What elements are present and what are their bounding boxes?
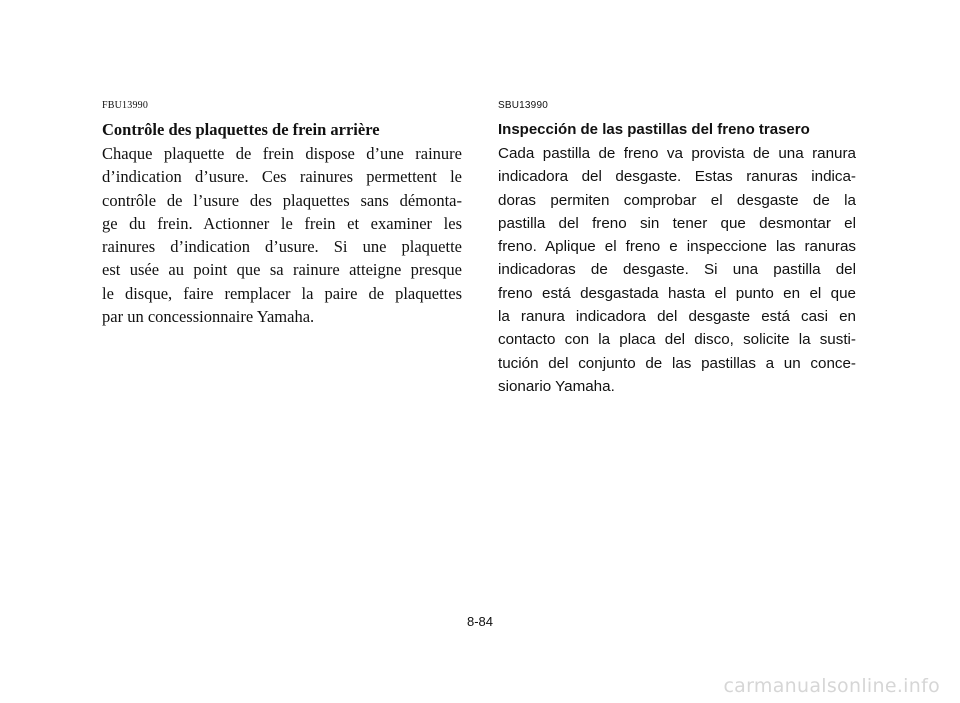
spanish-column bbox=[498, 100, 856, 398]
body-line: freno está desgastada hasta el punto en el que bbox=[498, 284, 856, 302]
body-line: pastilla del freno sin tener que desmontar el bbox=[498, 214, 856, 232]
body-line: par un concessionnaire Yamaha. bbox=[102, 307, 315, 327]
section-code: SBU13990 bbox=[498, 100, 548, 111]
section-title: Contrôle des plaquettes de frein arrière bbox=[102, 120, 380, 139]
body-line: la ranura indicadora del desgaste está casi en bbox=[498, 308, 856, 326]
body-line: indicadoras de desgaste. Si una pastilla del bbox=[498, 261, 856, 279]
body-line: ge du frein. Actionner le frein et examiner les bbox=[102, 213, 462, 233]
body-line: contrôle de l’usure des plaquettes sans démonta- bbox=[102, 190, 462, 210]
body-line: indicadora del desgaste. Estas ranuras indica- bbox=[498, 168, 856, 186]
body-line: tución del conjunto de las pastillas a un conce- bbox=[498, 354, 856, 372]
body-line: d’indication d’usure. Ces rainures permettent le bbox=[102, 167, 462, 187]
section-body bbox=[102, 142, 462, 328]
body-line: Chaque plaquette de frein dispose d’une rainure bbox=[102, 144, 462, 163]
section-title: Inspección de las pastillas del freno trasero bbox=[498, 121, 810, 138]
french-column bbox=[102, 100, 462, 328]
body-line: rainures d’indication d’usure. Si une plaquette bbox=[102, 237, 462, 257]
body-line: contacto con la placa del disco, solicite la susti- bbox=[498, 331, 856, 349]
section-code: FBU13990 bbox=[102, 100, 149, 111]
body-line: Cada pastilla de freno va provista de una ranura bbox=[498, 145, 856, 162]
body-line: est usée au point que sa rainure atteigne presque bbox=[102, 260, 462, 280]
body-line: doras permiten comprobar el desgaste de la bbox=[498, 191, 856, 209]
body-line: le disque, faire remplacer la paire de plaquettes bbox=[102, 283, 462, 303]
section-body bbox=[498, 142, 856, 398]
page-number: 8-84 bbox=[466, 614, 494, 629]
body-line: sionario Yamaha. bbox=[498, 377, 615, 395]
watermark: carmanualsonline.info bbox=[723, 675, 940, 697]
body-line: freno. Aplique el freno e inspeccione las ranuras bbox=[498, 238, 856, 256]
